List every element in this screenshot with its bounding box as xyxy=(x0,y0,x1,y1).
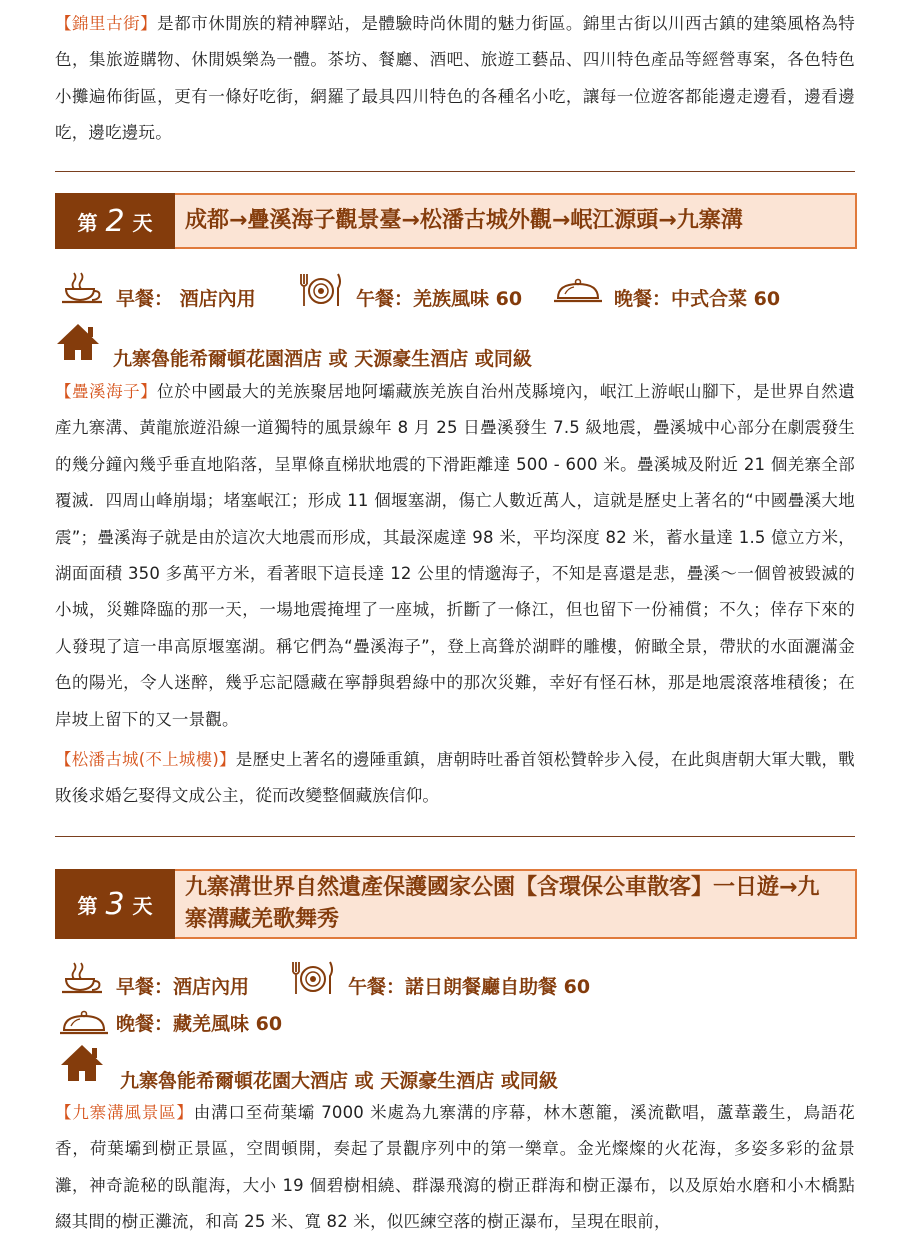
day2-header xyxy=(55,193,857,249)
day3-dinner: 晚餐：藏羌風味 60 xyxy=(116,1013,283,1035)
day-prefix: 第 xyxy=(77,210,98,235)
day2-breakfast: 早餐： 酒店內用 xyxy=(116,288,256,310)
day3-label xyxy=(55,869,175,939)
coffee-cup-icon xyxy=(60,270,106,306)
day2-paragraph-1 xyxy=(55,374,855,738)
day3-paragraph-1 xyxy=(55,1095,855,1241)
intro-tag: 【錦里古街】 xyxy=(55,14,158,33)
divider xyxy=(55,171,855,172)
day-suffix: 天 xyxy=(132,893,153,918)
day3-p1-text: 由溝口至荷葉壩 7000 米處為九寨溝的序幕，林木蔥籠，溪流歡唱，蘆葦叢生，鳥語花香，荷葉壩到樹正景區，空間頓開，奏起了景觀序列中的第一樂章。金光燦燦的火花海，多姿多彩的盆景灘，神奇詭秘的臥龍海，大小 19 個碧樹相繞、群瀑飛瀉的樹正群海和樹正瀑布，以及原始水磨和小木橋點綴其間的樹正灘流，和高 25 米、寬 82 米，似匹練空落的樹正瀑布，呈現在眼前， xyxy=(55,1103,855,1232)
day3-title: 九寨溝世界自然遺產保護國家公園【含環保公車散客】一日遊→九寨溝藏羌歌舞秀 xyxy=(175,869,857,939)
day2-title: 成都→疊溪海子觀景臺→松潘古城外觀→岷江源頭→九寨溝 xyxy=(175,193,857,249)
dish-cover-icon xyxy=(552,276,604,306)
day3-hotel: 九寨魯能希爾頓花園大酒店 或 天源豪生酒店 或同級 xyxy=(120,1070,558,1092)
intro-paragraph xyxy=(55,6,855,152)
day3-lunch: 午餐：諾日朗餐廳自助餐 60 xyxy=(348,976,591,998)
day2-dinner: 晚餐：中式合菜 60 xyxy=(614,288,781,310)
day-number: 3 xyxy=(105,886,125,922)
coffee-cup-icon xyxy=(60,960,106,996)
day2-p1-text: 位於中國最大的羌族聚居地阿壩藏族羌族自治州茂縣境內，岷江上游岷山腳下，是世界自然遺產九寨溝、黃龍旅遊沿線一道獨特的風景線年 8 月 25 日疊溪發生 7.5 級地震，疊溪城中心部分在劇震發生的幾分鐘內幾乎垂直地陷落，呈單條直梯狀地震的下滑距離達 500 - 600 米。疊溪城及附近 21 個羌寨全部覆滅．四周山峰崩塌；堵塞岷江；形成 11 個堰塞湖，傷亡人數近萬人，這就是歷史上著名的“中國疊溪大地震”；疊溪海子就是由於這次大地震而形成，其最深處達 98 米，平均深度 82 米，蓄水量達 1.5 億立方米，湖面面積 350 多萬平方米，看著眼下這長達 12 公里的情邈海子，不知是喜還是悲，疊溪～一個曾被毀滅的小城，災難降臨的那一天，一場地震掩埋了一座城，折斷了一條江，但也留下一份補償；不久；倖存下來的人發現了這一串高原堰塞湖。稱它們為“疊溪海子”，登上高聳於湖畔的雕樓，俯瞰全景，帶狀的水面灑滿金色的陽光，令人迷醉，幾乎忘記隱藏在寧靜與碧綠中的那次災難，幸好有怪石林，那是地震滾落堆積後；在岸坡上留下的又一景觀。 xyxy=(55,382,855,729)
house-icon xyxy=(59,1043,105,1083)
intro-text: 是都市休閒族的精神驛站，是體驗時尚休閒的魅力街區。錦里古街以川西古鎮的建築風格為特色，集旅遊購物、休閒娛樂為一體。茶坊、餐廳、酒吧、旅遊工藝品、四川特色產品等經營專案，各色特色小攤遍佈街區，更有一條好吃街，網羅了最具四川特色的各種名小吃，讓每一位遊客都能邊走邊看，邊看邊吃，邊吃邊玩。 xyxy=(55,14,855,143)
day3-p1-tag: 【九寨溝風景區】 xyxy=(55,1103,194,1122)
day2-paragraph-2 xyxy=(55,742,855,815)
plate-cutlery-icon xyxy=(296,268,344,310)
dish-cover-icon xyxy=(58,1008,110,1038)
day3-header xyxy=(55,869,857,939)
day-suffix: 天 xyxy=(132,210,153,235)
day2-p2-tag: 【松潘古城(不上城樓)】 xyxy=(55,750,236,769)
day2-p1-tag: 【疊溪海子】 xyxy=(55,382,158,401)
divider xyxy=(55,836,855,837)
day2-hotel: 九寨魯能希爾頓花園酒店 或 天源豪生酒店 或同級 xyxy=(113,348,532,370)
day-prefix: 第 xyxy=(77,893,98,918)
day2-lunch: 午餐：羌族風味 60 xyxy=(356,288,523,310)
plate-cutlery-icon xyxy=(288,956,336,998)
day-number: 2 xyxy=(105,203,125,239)
house-icon xyxy=(55,322,101,362)
day2-label xyxy=(55,193,175,249)
day3-breakfast: 早餐：酒店內用 xyxy=(116,976,250,998)
day2-p2-text: 是歷史上著名的邊陲重鎮，唐朝時吐番首領松贊幹步入侵，在此與唐朝大軍大戰，戰敗後求婚乞娶得文成公主，從而改變整個藏族信仰。 xyxy=(55,750,855,806)
